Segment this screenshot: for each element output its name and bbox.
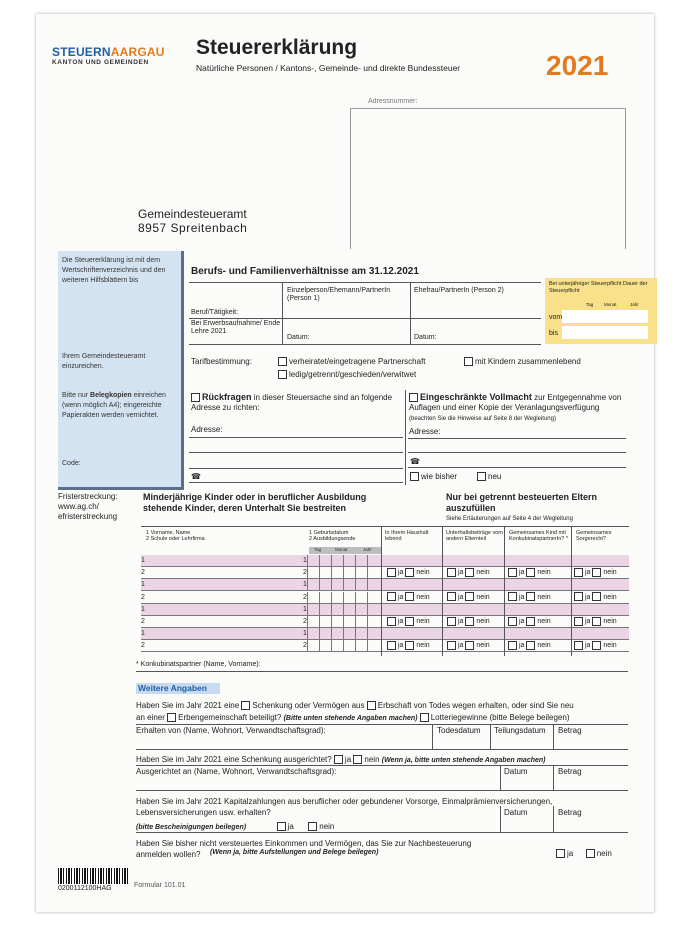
gift-given-no-checkbox[interactable] — [353, 755, 362, 764]
row-line-number: 1 — [141, 581, 145, 589]
table-row — [141, 555, 629, 567]
q3-note: (bitte Bescheinigungen beilegen) — [136, 824, 247, 831]
amount-label-1: Betrag — [558, 726, 582, 735]
common-child-answer — [508, 640, 551, 651]
household-answer — [387, 567, 430, 578]
q1-f: (Bitte unten stehende Angaben machen) — [283, 715, 418, 722]
child-name-field[interactable] — [149, 592, 299, 603]
household-yes-label: ja — [398, 593, 406, 601]
custody-no-checkbox[interactable] — [592, 641, 601, 650]
further-heading: Weitere Angaben — [136, 683, 220, 694]
contribution-answer — [447, 567, 490, 578]
division-date-label: Teilungsdatum — [494, 726, 546, 735]
date-separator — [307, 555, 308, 566]
sidebar-code-label: Code: — [62, 460, 81, 467]
contribution-yes-checkbox[interactable] — [447, 617, 456, 626]
contribution-yes-label: ja — [458, 569, 466, 577]
household-yes-label: ja — [398, 618, 406, 625]
date-separator — [331, 604, 332, 615]
common-child-yes-label: ja — [519, 618, 527, 625]
household-no-label: nein — [416, 569, 430, 577]
date-separator — [307, 640, 308, 651]
household-no-label: nein — [416, 618, 430, 625]
given-to-label: Ausgerichtet an (Name, Wohnort, Verwandtschaftsgrad): — [136, 767, 337, 776]
row-line-number-date: 1 — [303, 630, 307, 638]
q2-note: (Wenn ja, bitte unten stehende Angaben machen) — [381, 757, 546, 764]
further-q3: Haben Sie im Jahr 2021 Kapitalzahlungen aus beruflicher oder gebundener Vorsorge, Einmalprämienversicherungen, Lebensversicherungen usw. erhalten? — [136, 797, 553, 818]
household-no-checkbox[interactable] — [405, 617, 414, 626]
common-child-yes-checkbox[interactable] — [508, 617, 517, 626]
date-separator — [355, 567, 356, 578]
heirs-community-checkbox[interactable] — [167, 713, 176, 722]
custody-answer — [574, 567, 617, 578]
date-separator — [331, 616, 332, 627]
col-common-header: Gemeinsames Kind mit KonkubinatspartnerIn? * — [509, 530, 569, 542]
custody-no-label: nein — [603, 593, 617, 601]
contribution-no-label: nein — [476, 593, 490, 601]
common-child-yes-checkbox[interactable] — [508, 568, 517, 577]
vollmacht-phone-icon: ☎ — [410, 457, 420, 466]
sidebar-text-deadline: Die Steuererklärung ist mit dem Wertschriftenverzeichnis und den weiteren Hilfsblättern bis — [62, 257, 166, 285]
date-separator — [367, 555, 368, 566]
parents-heading: Nur bei getrennt besteuerten Eltern auszufüllen — [446, 492, 598, 514]
table-row — [141, 616, 629, 628]
tag-label: Tag — [314, 547, 322, 552]
copies-bold: Belegkopien — [90, 392, 132, 399]
date-separator — [343, 604, 344, 615]
custody-yes-label: ja — [585, 569, 593, 577]
column-separator — [381, 526, 382, 656]
custody-yes-label: ja — [585, 642, 593, 650]
gift-received-checkbox[interactable] — [241, 701, 250, 710]
date-separator — [367, 640, 368, 651]
common-child-yes-label: ja — [519, 642, 527, 650]
barcode — [58, 868, 128, 884]
date-separator — [355, 628, 356, 639]
household-no-checkbox[interactable] — [405, 641, 414, 650]
partial-monat: Monat — [604, 302, 617, 307]
further-q4: Haben Sie bisher nicht versteuertes Einkommen und Vermögen, das Sie zur Nachbesteuerung anmelden wollen? — [136, 839, 472, 860]
date-separator — [355, 592, 356, 603]
household-no-label: nein — [416, 593, 430, 601]
date-separator — [307, 592, 308, 603]
household-yes-checkbox[interactable] — [387, 568, 396, 577]
date-separator — [331, 628, 332, 639]
row-line-number: 2 — [141, 569, 145, 577]
col-household-header: In Ihrem Haushalt lebend — [385, 530, 429, 542]
barcode-text: 0200112100HAG — [58, 885, 112, 892]
vollmacht-new-option[interactable] — [477, 472, 501, 482]
partial-bis-field[interactable] — [562, 326, 648, 339]
child-name-field[interactable] — [149, 555, 299, 566]
household-no-label: nein — [416, 642, 430, 650]
date-separator — [355, 616, 356, 627]
custody-yes-checkbox[interactable] — [574, 617, 583, 626]
address-window — [350, 108, 626, 249]
common-child-answer — [508, 592, 551, 603]
common-child-yes-checkbox[interactable] — [508, 641, 517, 650]
contribution-yes-checkbox[interactable] — [447, 568, 456, 577]
queries-checkbox[interactable] — [191, 393, 200, 402]
tarif-option-children[interactable] — [464, 357, 581, 367]
q4-ja: ja — [567, 849, 574, 858]
queries-phone-icon: ☎ — [191, 472, 201, 481]
form-title: Steuererklärung — [196, 36, 358, 59]
date-separator — [343, 567, 344, 578]
household-answer — [387, 592, 430, 603]
date-separator — [307, 604, 308, 615]
same-label: wie bisher — [421, 472, 458, 481]
copies-post: einreichen (wenn möglich A4); eingereichte Papierakten werden vernichtet. — [62, 392, 166, 420]
date-separator — [319, 555, 320, 566]
capital-no-checkbox[interactable] — [308, 822, 317, 831]
tarif-option-single[interactable] — [278, 370, 416, 380]
q1-d: an einer — [136, 713, 165, 722]
custody-no-checkbox[interactable] — [592, 568, 601, 577]
tarif-label: Tarifbestimmung: — [191, 357, 252, 366]
household-no-checkbox[interactable] — [405, 592, 414, 601]
tarif-single-label: ledig/getrennt/geschieden/verwitwet — [289, 370, 417, 379]
custody-no-label: nein — [603, 642, 617, 650]
household-yes-checkbox[interactable] — [387, 592, 396, 601]
further-q1-line2 — [136, 713, 570, 723]
contribution-no-checkbox[interactable] — [465, 641, 474, 650]
table-row — [141, 604, 629, 616]
date-separator — [319, 604, 320, 615]
tarif-option-married[interactable] — [278, 357, 426, 367]
date-separator — [355, 579, 356, 590]
contribution-yes-label: ja — [458, 618, 466, 625]
contribution-no-checkbox[interactable] — [465, 568, 474, 577]
vollmacht-checkbox[interactable] — [409, 393, 418, 402]
recipient-line-2: 8957 Spreitenbach — [138, 221, 248, 235]
address-number-label: Adressnummer: — [368, 98, 418, 105]
further-q4-answer — [556, 849, 612, 859]
further-q3-answer — [136, 822, 334, 832]
custody-yes-label: ja — [585, 593, 593, 601]
child-name-field[interactable] — [149, 628, 299, 639]
queries-text: in dieser Steuersache sind an folgende Adresse zu richten: — [191, 393, 393, 412]
date-separator — [343, 616, 344, 627]
q2-nein: nein — [364, 755, 380, 764]
common-child-no-checkbox[interactable] — [526, 617, 535, 626]
person2-header: Ehefrau/PartnerIn (Person 2) — [414, 287, 504, 294]
common-child-no-label: nein — [537, 642, 551, 650]
contribution-no-label: nein — [476, 569, 490, 577]
child-name-field[interactable] — [149, 640, 299, 651]
sidebar-text-submit: Ihrem Gemeindesteueramt einzureichen. — [62, 353, 146, 371]
common-child-answer — [508, 567, 551, 578]
q2-text: Haben Sie im Jahr 2021 eine Schenkung ausgerichtet? — [136, 755, 332, 764]
household-yes-label: ja — [398, 569, 406, 577]
row-line-number: 2 — [141, 593, 145, 601]
vollmacht-same-option[interactable] — [410, 472, 457, 482]
vollmacht-text: zur Entgegennahme von Auflagen und einer Kopie der Veranlagungsverfügung — [409, 393, 622, 412]
contribution-no-checkbox[interactable] — [465, 592, 474, 601]
family-heading: Berufs- und Familienverhältnisse am 31.12.2021 — [191, 266, 419, 277]
contribution-no-label: nein — [476, 618, 490, 625]
household-no-checkbox[interactable] — [405, 568, 414, 577]
row-line-number-date: 2 — [303, 618, 307, 625]
tax-year: 2021 — [546, 50, 609, 81]
queries-section — [191, 392, 403, 412]
date-separator — [343, 628, 344, 639]
concubinage-footnote: * Konkubinatspartner (Name, Vorname): — [136, 661, 261, 668]
amount-label-2: Betrag — [558, 767, 582, 776]
col-custody-header: Gemeinsames Sorgerecht? — [576, 530, 612, 542]
date-separator — [319, 579, 320, 590]
date-separator — [343, 592, 344, 603]
tarif-married-label: verheiratet/eingetragene Partnerschaft — [289, 357, 426, 366]
employment-label: Bei Erwerbsaufnahme/ Ende Lehre 2021 — [191, 320, 281, 336]
custody-yes-label: ja — [585, 618, 593, 625]
partial-year-title: Bei unterjähriger Steuerpflicht Dauer der Steuerpflicht — [549, 281, 648, 295]
further-q4-note: (Wenn ja, bitte Aufstellungen und Belege beilegen) — [210, 849, 379, 856]
common-child-no-checkbox[interactable] — [526, 641, 535, 650]
column-separator — [442, 526, 443, 656]
vollmacht-bold: Eingeschränkte Vollmacht — [420, 392, 532, 402]
date-separator — [331, 640, 332, 651]
q3-ja: ja — [287, 822, 294, 831]
date-separator — [367, 604, 368, 615]
q4-nein: nein — [596, 849, 612, 858]
common-child-no-label: nein — [537, 569, 551, 577]
row-line-number-date: 2 — [303, 569, 307, 577]
vollmacht-section — [409, 392, 627, 412]
child-name-field[interactable] — [149, 604, 299, 615]
column-separator — [504, 526, 505, 656]
contribution-yes-label: ja — [458, 593, 466, 601]
column-separator — [571, 526, 572, 656]
household-yes-label: ja — [398, 642, 406, 650]
gift-given-yes-checkbox[interactable] — [334, 755, 343, 764]
q1-g: Lotteriegewinne (bitte Belege beilegen) — [430, 713, 570, 722]
jahr-label: Jahr — [363, 547, 372, 552]
table-row — [141, 628, 629, 640]
custody-answer — [574, 592, 617, 603]
partial-vom-label: vom — [549, 314, 563, 321]
custody-answer — [574, 640, 617, 651]
date-subheader — [309, 547, 381, 554]
tarif-married-checkbox[interactable] — [278, 357, 287, 366]
partial-tag: Tag — [586, 302, 594, 307]
household-yes-checkbox[interactable] — [387, 641, 396, 650]
logo-suffix: AARGAU — [110, 45, 165, 59]
date-separator — [307, 579, 308, 590]
form-subtitle: Natürliche Personen / Kantons-, Gemeinde- und direkte Bundessteuer — [196, 63, 461, 73]
undeclared-yes-checkbox[interactable] — [556, 849, 565, 858]
common-child-yes-label: ja — [519, 569, 527, 577]
child-name-field[interactable] — [149, 579, 299, 590]
partial-bis-label: bis — [549, 330, 558, 337]
row-line-number: 1 — [141, 557, 145, 564]
custody-yes-checkbox[interactable] — [574, 592, 583, 601]
table-row — [141, 579, 629, 591]
table-row — [141, 592, 629, 604]
contribution-yes-checkbox[interactable] — [447, 641, 456, 650]
child-name-field[interactable] — [149, 567, 299, 578]
row-line-number: 1 — [141, 605, 145, 613]
vollmacht-note: (beachten Sie die Hinweise auf Seite 8 der Wegleitung) — [409, 416, 556, 422]
occupation-label: Beruf/Tätigkeit: — [191, 309, 239, 316]
deadline-extension-link[interactable]: Fristerstreckung: www.ag.ch/ efristerstreckung — [58, 492, 118, 521]
col-birth-header: 1 Geburtsdatum 2 Ausbildungsende — [309, 530, 356, 542]
common-child-no-checkbox[interactable] — [526, 592, 535, 601]
inheritance-checkbox[interactable] — [367, 701, 376, 710]
common-child-no-checkbox[interactable] — [526, 568, 535, 577]
q1-b: Schenkung oder Vermögen aus — [252, 701, 365, 710]
contribution-no-label: nein — [476, 642, 490, 650]
table-row — [141, 640, 629, 652]
custody-answer — [574, 616, 617, 627]
q2-ja: ja — [344, 755, 352, 764]
q1-a: Haben Sie im Jahr 2021 eine — [136, 701, 240, 710]
new-label: neu — [488, 472, 502, 481]
children-heading: Minderjährige Kinder oder in beruflicher Ausbildung stehende Kinder, deren Unterhalt Sie bestreiten — [143, 492, 367, 514]
person2-date-label: Datum: — [414, 334, 437, 341]
row-line-number: 1 — [141, 630, 145, 638]
amount-label-3: Betrag — [558, 808, 582, 817]
row-line-number: 2 — [141, 618, 145, 625]
lottery-checkbox[interactable] — [420, 713, 429, 722]
q1-e: Erbengemeinschaft beteiligt? — [178, 713, 282, 722]
contribution-yes-checkbox[interactable] — [447, 592, 456, 601]
custody-no-label: nein — [603, 618, 617, 625]
copies-pre: Bitte nur — [62, 392, 91, 399]
q1-c: Erbschaft von Todes wegen erhalten, oder sind Sie neu — [377, 701, 574, 710]
logo — [52, 45, 165, 66]
date-separator — [331, 555, 332, 566]
row-line-number-date: 2 — [303, 642, 307, 650]
date-separator — [319, 628, 320, 639]
col-contrib-header: Unterhaltsbeiträge vom andern Elternteil — [446, 530, 503, 542]
common-child-yes-checkbox[interactable] — [508, 592, 517, 601]
date-separator — [319, 592, 320, 603]
date-separator — [307, 567, 308, 578]
contribution-answer — [447, 616, 490, 627]
common-child-answer — [508, 616, 551, 627]
received-from-label: Erhalten von (Name, Wohnort, Verwandtschaftsgrad): — [136, 726, 326, 735]
date-label-3: Datum — [504, 808, 528, 817]
date-separator — [331, 592, 332, 603]
custody-yes-checkbox[interactable] — [574, 568, 583, 577]
further-q2 — [136, 755, 546, 765]
date-separator — [367, 616, 368, 627]
death-date-label: Todesdatum — [437, 726, 481, 735]
date-separator — [355, 604, 356, 615]
custody-no-label: nein — [603, 569, 617, 577]
common-child-no-label: nein — [537, 593, 551, 601]
date-separator — [355, 555, 356, 566]
sidebar-text-copies — [62, 391, 174, 421]
date-label-2: Datum — [504, 767, 528, 776]
common-child-yes-label: ja — [519, 593, 527, 601]
date-separator — [367, 579, 368, 590]
custody-no-checkbox[interactable] — [592, 592, 601, 601]
monat-label: Monat — [335, 547, 348, 552]
row-line-number-date: 1 — [303, 581, 307, 589]
tarif-children-checkbox[interactable] — [464, 357, 473, 366]
date-separator — [331, 567, 332, 578]
person1-header: Einzelperson/Ehemann/PartnerIn (Person 1) — [287, 287, 391, 303]
date-separator — [343, 579, 344, 590]
further-q1-line1 — [136, 701, 574, 711]
undeclared-no-checkbox[interactable] — [586, 849, 595, 858]
date-separator — [367, 628, 368, 639]
form-number: Formular 101.01 — [134, 882, 186, 889]
date-separator — [319, 640, 320, 651]
household-yes-checkbox[interactable] — [387, 617, 396, 626]
q3-nein: nein — [319, 822, 335, 831]
date-separator — [331, 579, 332, 590]
col-name-header: 1 Vorname, Name 2 Schule oder Lehrfirma — [146, 530, 205, 542]
contribution-no-checkbox[interactable] — [465, 617, 474, 626]
date-separator — [343, 555, 344, 566]
queries-bold: Rückfragen — [202, 392, 252, 402]
partial-jahr: Jahr — [630, 302, 639, 307]
row-line-number-date: 1 — [303, 605, 307, 613]
queries-address-label: Adresse: — [191, 425, 223, 434]
custody-yes-checkbox[interactable] — [574, 641, 583, 650]
recipient-line-1: Gemeindesteueramt — [138, 207, 247, 221]
tarif-single-checkbox[interactable] — [278, 370, 287, 379]
date-separator — [307, 628, 308, 639]
same-checkbox[interactable] — [410, 472, 419, 481]
date-separator — [367, 592, 368, 603]
common-child-no-label: nein — [537, 618, 551, 625]
table-row — [141, 567, 629, 579]
logo-sub: KANTON UND GEMEINDEN — [52, 59, 149, 66]
date-separator — [367, 567, 368, 578]
new-checkbox[interactable] — [477, 472, 486, 481]
contribution-yes-label: ja — [458, 642, 466, 650]
child-name-field[interactable] — [149, 616, 299, 627]
person1-date-label: Datum: — [287, 334, 310, 341]
tarif-children-label: mit Kindern zusammenlebend — [475, 357, 581, 366]
capital-yes-checkbox[interactable] — [277, 822, 286, 831]
partial-vom-field[interactable] — [562, 310, 648, 323]
contribution-answer — [447, 592, 490, 603]
parents-subheading: Siehe Erläuterungen auf Seite 4 der Wegleitung — [446, 516, 573, 522]
row-line-number: 2 — [141, 642, 145, 650]
date-separator — [307, 616, 308, 627]
date-separator — [319, 567, 320, 578]
logo-prefix: STEUERN — [52, 45, 111, 59]
vollmacht-address-label: Adresse: — [409, 427, 441, 436]
date-separator — [319, 616, 320, 627]
row-line-number-date: 2 — [303, 593, 307, 601]
date-separator — [343, 640, 344, 651]
row-line-number-date: 1 — [303, 557, 307, 564]
custody-no-checkbox[interactable] — [592, 617, 601, 626]
contribution-answer — [447, 640, 490, 651]
household-answer — [387, 616, 430, 627]
household-answer — [387, 640, 430, 651]
date-separator — [355, 640, 356, 651]
